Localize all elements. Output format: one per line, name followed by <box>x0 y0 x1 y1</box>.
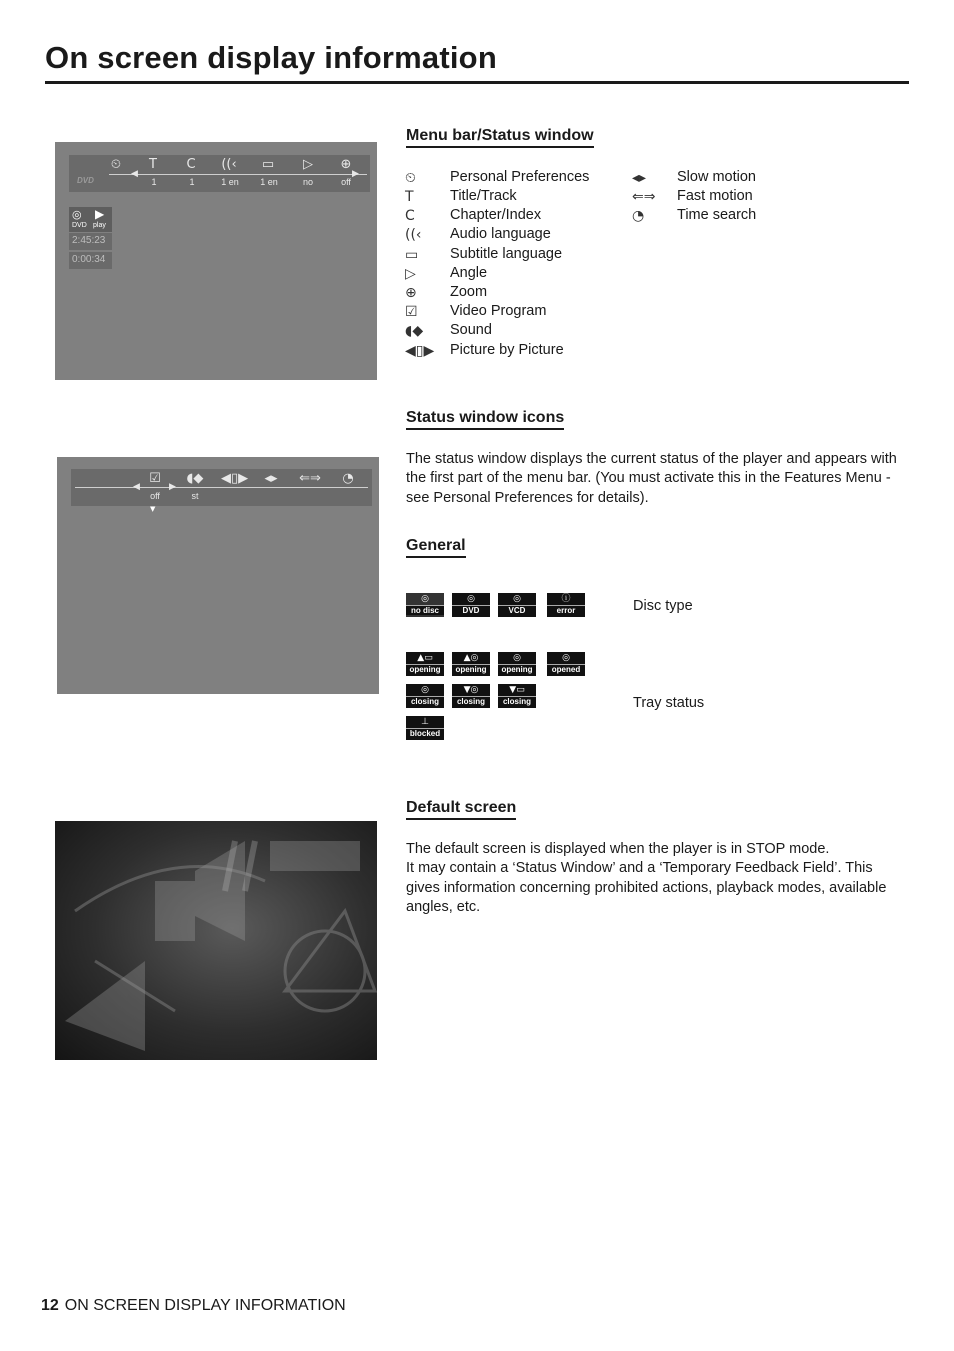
angle-icon: ▷ <box>303 157 313 172</box>
title-track-icon: T <box>405 189 414 205</box>
slow-motion-icon: ◂▸ <box>264 471 278 486</box>
caret-down-icon: ▼ <box>150 505 156 513</box>
personal-preferences-icon: ⏲ <box>405 170 416 186</box>
vcd-disc-tile: ◎ VCD <box>498 593 536 617</box>
arrow-left-icon: ◀ <box>131 169 138 179</box>
menu-bar-second-part <box>71 469 372 506</box>
subtitle-language-icon: ▭ <box>261 157 275 172</box>
menu-bar-status-heading: Menu bar/Status window <box>406 127 594 148</box>
menu-value-title: 1 <box>151 177 157 187</box>
tray-closing-tile: ◎ closing <box>406 684 444 708</box>
status-window-icons-heading: Status window icons <box>406 409 564 430</box>
fast-motion-icon: ⇐⇒ <box>632 189 656 205</box>
menu-value-sound: st <box>191 491 199 501</box>
default-screen-illustration <box>55 821 377 1060</box>
status-window-paragraph: The status window displays the current status of the player and appears with the first part of the menu bar. (You must activate this in the Features Menu - see Personal Preferences for details). <box>406 451 897 506</box>
default-screen-paragraph <box>406 840 908 917</box>
no-disc-tile: ◎ no disc <box>406 593 444 617</box>
page-number: 12 <box>41 1297 59 1314</box>
general-heading: General <box>406 537 466 558</box>
dvd-disc-tile: ◎ DVD <box>452 593 490 617</box>
arrow-left-icon: ◀ <box>133 482 140 492</box>
picture-by-picture-icon: ◀▯▶ <box>405 343 435 359</box>
tray-opening-tile: ◎ opening <box>498 652 536 676</box>
dvd-logo: DVD <box>77 176 94 185</box>
status-window <box>69 207 112 269</box>
personal-preferences-icon: ⏲ <box>110 157 122 172</box>
default-screen-line1: The default screen is displayed when the player is in STOP mode. <box>406 841 830 857</box>
zoom-icon: ⊕ <box>340 157 352 172</box>
angle-icon: ▷ <box>405 266 416 282</box>
disc-type-label: Disc type <box>633 598 693 614</box>
error-disc-tile: ⓘ error <box>547 593 585 617</box>
tray-closing-tile: ▼◎ closing <box>452 684 490 708</box>
time-search-icon: ◔ <box>632 208 645 224</box>
menu-value-angle: no <box>302 177 313 187</box>
chapter-index-icon: C <box>405 208 415 224</box>
default-screen-heading: Default screen <box>406 799 516 820</box>
menu-value-subtitle: 1 en <box>260 177 278 187</box>
disc-icon: ◎ <box>72 208 82 221</box>
menu-value-chapter: 1 <box>189 177 195 187</box>
menu-bar <box>69 155 370 192</box>
zoom-icon: ⊕ <box>405 285 417 301</box>
time-total: 2:45:23 <box>72 235 106 246</box>
title-track-icon: T <box>149 157 157 172</box>
tray-opened-tile: ◎ opened <box>547 652 585 676</box>
video-program-icon: ☑ <box>149 471 161 486</box>
tray-opening-tile: ▲◎ opening <box>452 652 490 676</box>
chapter-index-icon: C <box>186 157 196 172</box>
default-screen-graphic <box>55 821 377 1060</box>
menu-bar-line <box>75 487 368 488</box>
time-elapsed: 0:00:34 <box>72 254 106 265</box>
status-disc-label: DVD <box>72 222 87 229</box>
default-screen-line2: It may contain a ‘Status Window’ and a ‘Temporary Feedback Field’. This gives information concerning prohibited actions, playback modes, available angles, etc. <box>406 860 887 915</box>
status-mode-label: play <box>93 222 106 229</box>
picture-by-picture-icon: ◀▯▶ <box>221 471 249 486</box>
status-window-screen-illustration <box>57 457 379 694</box>
menu-value-zoom: off <box>341 177 351 187</box>
video-program-icon: ☑ <box>405 304 418 320</box>
menu-bar-line <box>109 174 367 175</box>
slow-motion-icon: ◂▸ <box>632 170 647 186</box>
menu-bar-screen-illustration <box>55 142 377 380</box>
tray-closing-tile: ▼▭ closing <box>498 684 536 708</box>
menu-value-audio: 1 en <box>221 177 239 187</box>
tray-status-label: Tray status <box>633 695 705 711</box>
title-divider <box>45 81 909 84</box>
time-search-icon: ◔ <box>342 471 354 486</box>
page-footer <box>41 1297 346 1315</box>
sound-icon: ◖◆ <box>186 471 204 486</box>
menu-value-video-program: off <box>150 491 160 501</box>
audio-language-icon: ((‹ <box>221 157 237 172</box>
arrow-right-icon: ▶ <box>169 482 176 492</box>
footer-text: ON SCREEN DISPLAY INFORMATION <box>64 1297 346 1314</box>
fast-motion-icon: ⇐⇒ <box>299 471 321 486</box>
audio-language-icon: ((‹ <box>405 227 422 243</box>
tray-blocked-tile: ⊥ blocked <box>406 716 444 740</box>
subtitle-language-icon: ▭ <box>405 247 419 263</box>
tray-opening-tile: ▲▭ opening <box>406 652 444 676</box>
arrow-right-icon: ▶ <box>352 169 359 179</box>
page-title: On screen display information <box>45 40 497 75</box>
play-icon: ▶ <box>95 207 105 221</box>
sound-icon: ◖◆ <box>405 323 424 339</box>
